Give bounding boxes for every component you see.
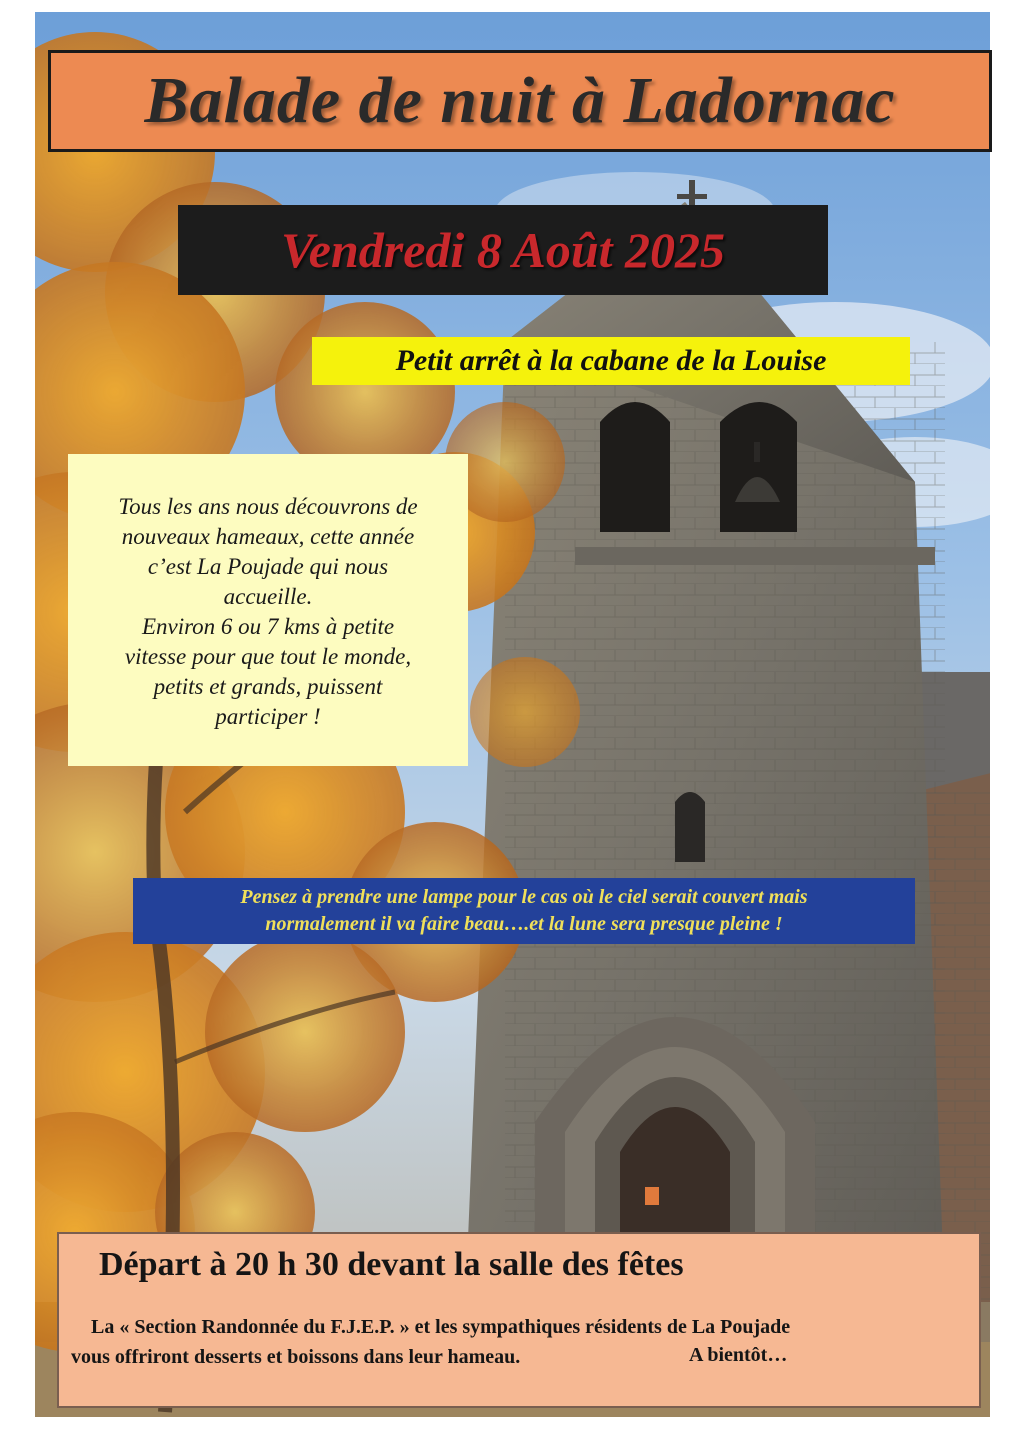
- lamp-reminder: [240, 884, 807, 938]
- info-line: c’est La Poujade qui nous: [147, 554, 389, 579]
- info-line: Tous les ans nous découvrons de: [118, 494, 418, 519]
- info-box: [68, 454, 468, 766]
- departure-box: [57, 1232, 981, 1408]
- stop-banner: [312, 337, 910, 385]
- lamp-line: normalement il va faire beau….et la lune sera presque pleine !: [265, 913, 783, 935]
- date-banner: [178, 205, 828, 295]
- closing-text: A bientôt…: [689, 1344, 788, 1366]
- info-line: vitesse pour que tout le monde,: [124, 644, 412, 669]
- organizer-line-2: vous offriront desserts et boissons dans leur hameau.: [71, 1346, 521, 1368]
- departure-title: Départ à 20 h 30 devant la salle des fêtes: [99, 1246, 684, 1283]
- lamp-reminder-banner: [133, 878, 915, 944]
- poster-title: Balade de nuit à Ladornac: [144, 64, 896, 137]
- organizer-line-1: La « Section Randonnée du F.J.E.P. » et les sympathiques résidents de La Poujade: [91, 1316, 791, 1338]
- event-date: Vendredi 8 Août 2025: [280, 222, 726, 278]
- lamp-line: Pensez à prendre une lampe pour le cas où le ciel serait couvert mais: [240, 886, 808, 908]
- info-line: Environ 6 ou 7 kms à petite: [141, 614, 395, 639]
- info-line: participer !: [215, 704, 321, 729]
- info-line: petits et grands, puissent: [153, 674, 383, 699]
- info-line: nouveaux hameaux, cette année: [121, 524, 415, 549]
- title-banner: [48, 50, 992, 152]
- info-line: accueille.: [223, 584, 313, 609]
- stop-text: Petit arrêt à la cabane de la Louise: [395, 344, 827, 377]
